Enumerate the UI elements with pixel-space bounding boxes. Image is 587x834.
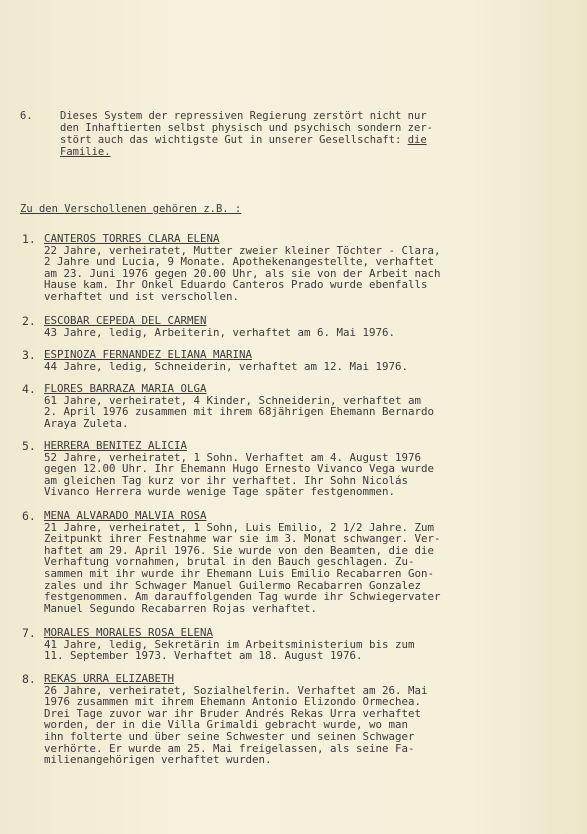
entry-line: sammen mit ihr wurde ihr Ehemann Luis Emilio Recabarren Gon- [44,566,435,580]
intro-line: Dieses System der repressiven Regierung zerstört nicht nur [60,110,427,122]
list-item [22,627,502,662]
intro-underlined-word: die [407,134,427,146]
entry-line: Verhaftung vornahmen, brutal in den Bauch geschlagen. Zu- [44,555,415,569]
person-name: ESCOBAR CEPEDA DEL CARMEN [44,314,207,327]
entry-line: ihn folterte und über seine Schwester und seinen Schwager [44,729,415,743]
entry-line: Hause kam. Ihr Onkel Eduardo Canteros Prado wurde ebenfalls [44,278,428,292]
person-name: HERRERA BENITEZ ALICIA [44,439,188,452]
intro-line [60,134,490,146]
intro-last-line: Familie. [60,146,111,158]
list-item [22,233,502,303]
entry-line: verhörte. Er wurde am 25. Mai freigelassen, als seine Fa- [44,741,415,755]
list-item [22,383,502,429]
person-name: CANTEROS TORRES CLARA ELENA [44,232,220,245]
entry-line: Vivanco Herrera wurde wenige Tage später festgenommen. [44,485,396,499]
entry-line: worden, der in die Villa Grimaldi gebracht wurde, wo man [44,718,409,732]
list-item-body [44,349,502,372]
entry-line: Manuel Segundo Recabarren Rojas verhaftet. [44,601,318,615]
person-name: FLORES BARRAZA MARIA OLGA [44,382,207,395]
list-item-number: 7. [22,626,36,640]
list-item [22,510,502,614]
entry-line: 11. September 1973. Verhaftet am 18. August 1976. [44,649,363,663]
section-heading-text: Zu den Verschollenen gehören z.B. : [20,203,242,215]
entry-line: milienangehörigen verhaftet wurden. [44,753,272,767]
intro-line: den Inhaftierten selbst physisch und psychisch sondern zer- [60,122,433,134]
entry-line: 22 Jahre, verheiratet, Mutter zweier kleiner Töchter - Clara, [44,243,441,257]
list-item-number: 3. [22,348,36,362]
list-item [22,315,502,338]
entry-line: haftet am 29. April 1976. Sie wurde von den Beamten, die die [44,543,435,557]
entry-line: festgenommen. Am darauffolgenden Tag wurde ihr Schwiegervater [44,590,441,604]
person-name: MORALES MORALES ROSA ELENA [44,626,214,639]
list-item [22,440,502,498]
entry-line: 44 Jahre, ledig, Schneiderin, verhaftet am 12. Mai 1976. [44,359,409,373]
list-item-number: 8. [22,672,36,686]
entry-line: 21 Jahre, verheiratet, 1 Sohn, Luis Emilio, 2 1/2 Jahre. Zum [44,520,435,534]
list-item-body [44,510,502,614]
entry-line: 41 Jahre, ledig, Sekretärin im Arbeitsministerium bis zum [44,637,415,651]
intro-paragraph [20,110,490,158]
list-item-body [44,440,502,498]
list-item-number: 4. [22,382,36,396]
list-item-number: 5. [22,439,36,453]
person-name: MENA ALVARADO MALVIA ROSA [44,509,207,522]
list-item-body [44,673,502,766]
intro-number: 6. [20,110,33,122]
list-item-number: 6. [22,509,36,523]
list-item-body [44,233,502,303]
entry-line: 2. April 1976 zusammen mit ihrem 68jährigen Ehemann Bernardo [44,405,435,419]
intro-line-text: stört auch das wichtigste Gut in unserer Gesellschaft: [60,134,408,146]
entry-line: 52 Jahre, verheiratet, 1 Sohn. Verhaftet am 4. August 1976 [44,450,422,464]
entry-line: 1976 zusammen mit ihrem Ehemann Antonio Elizondo Ormechea. [44,695,422,709]
list-item [22,673,502,766]
list-item-body [44,315,502,338]
entry-line: 43 Jahre, ledig, Arbeiterin, verhaftet am 6. Mai 1976. [44,325,396,339]
intro-text [60,110,490,158]
entry-line: 2 Jahre und Lucia, 9 Monate. Apothekenangestellte, verhaftet [44,255,435,269]
list-item-body [44,383,502,429]
entry-line: zales und ihr Schwager Manuel Guilermo Recabarren Gonzalez [44,578,422,592]
section-heading [20,203,490,215]
list-item-number: 2. [22,314,36,328]
list-item-number: 1. [22,232,36,246]
person-name: ESPINOZA FERNANDEZ ELIANA MARINA [44,348,253,361]
list-item-body [44,627,502,662]
entry-line: verhaftet und ist verschollen. [44,289,240,303]
entry-line: Drei Tage zuvor war ihr Bruder Andrés Rekas Urra verhaftet [44,706,422,720]
entry-line: Araya Zuleta. [44,416,129,430]
entry-line: Zeitpunkt ihrer Festnahme war sie im 3. Monat schwanger. Ver- [44,532,441,546]
entry-line: 61 Jahre, verheiratet, 4 Kinder, Schneiderin, verhaftet am [44,393,422,407]
list-item [22,349,502,372]
entry-line: am gleichen Tag kurz vor ihr verhaftet. Ihr Sohn Nicolás [44,473,409,487]
person-name: REKAS URRA ELIZABETH [44,672,175,685]
entry-line: 26 Jahre, verheiratet, Sozialhelferin. Verhaftet am 26. Mai [44,683,428,697]
entry-line: gegen 12.00 Uhr. Ihr Ehemann Hugo Ernesto Vivanco Vega wurde [44,462,435,476]
entry-line: am 23. Juni 1976 gegen 20.00 Uhr, als sie von der Arbeit nach [44,266,441,280]
